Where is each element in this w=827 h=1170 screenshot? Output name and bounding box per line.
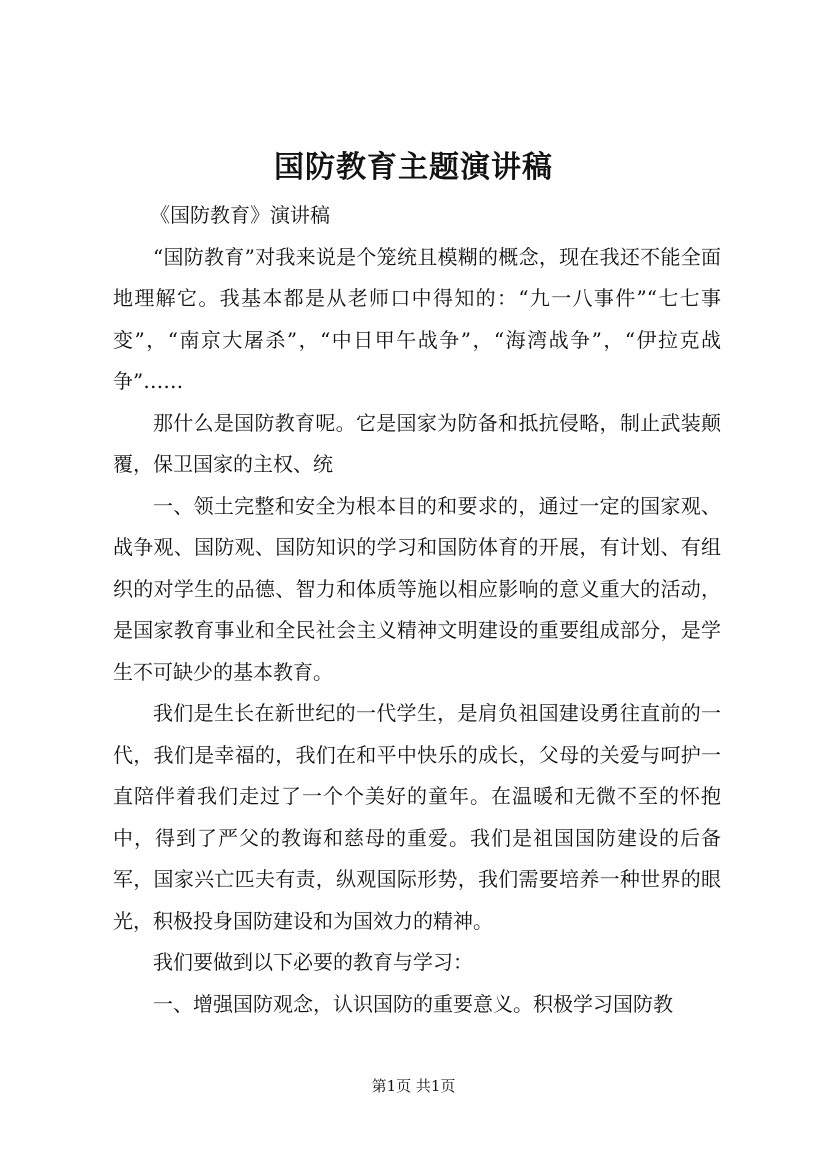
document-title: 国防教育主题演讲稿 xyxy=(274,150,553,185)
paragraph: 一、增强国防观念，认识国防的重要意义。积极学习国防教 xyxy=(153,991,673,1016)
page-number-footer: 第1页 共1页 xyxy=(371,1077,456,1095)
paragraph: 那什么是国防教育呢。它是国家为防备和抵抗侵略，制止武装颠覆，保卫国家的主权、统 xyxy=(113,410,721,476)
paragraph: “国防教育”对我来说是个笼统且模糊的概念，现在我还不能全面地理解它。我基本都是从老师口中得知的：“九一八事件”“七七事变”，“南京大屠杀”，“中日甲午战争”，“海湾战争”，“伊拉克战争”…… xyxy=(113,244,721,393)
paragraph: 我们是生长在新世纪的一代学生，是肩负祖国建设勇往直前的一代，我们是幸福的，我们在和平中快乐的成长，父母的关爱与呵护一直陪伴着我们走过了一个个美好的童年。在温暖和无微不至的怀抱中，得到了严父的教诲和慈母的重爱。我们是祖国国防建设的后备军，国家兴亡匹夫有责，纵观国际形势，我们需要培养一种世界的眼光，积极投身国防建设和为国效力的精神。 xyxy=(113,701,721,933)
paragraph-subtitle: 《国防教育》演讲稿 xyxy=(150,203,330,227)
paragraph: 一、领土完整和安全为根本目的和要求的，通过一定的国家观、战争观、国防观、国防知识的学习和国防体育的开展，有计划、有组织的对学生的品德、智力和体质等施以相应影响的意义重大的活动，是国家教育事业和全民社会主义精神文明建设的重要组成部分，是学生不可缺少的基本教育。 xyxy=(113,493,721,684)
paragraph: 我们要做到以下必要的教育与学习： xyxy=(153,950,473,974)
document-body xyxy=(113,195,721,1025)
